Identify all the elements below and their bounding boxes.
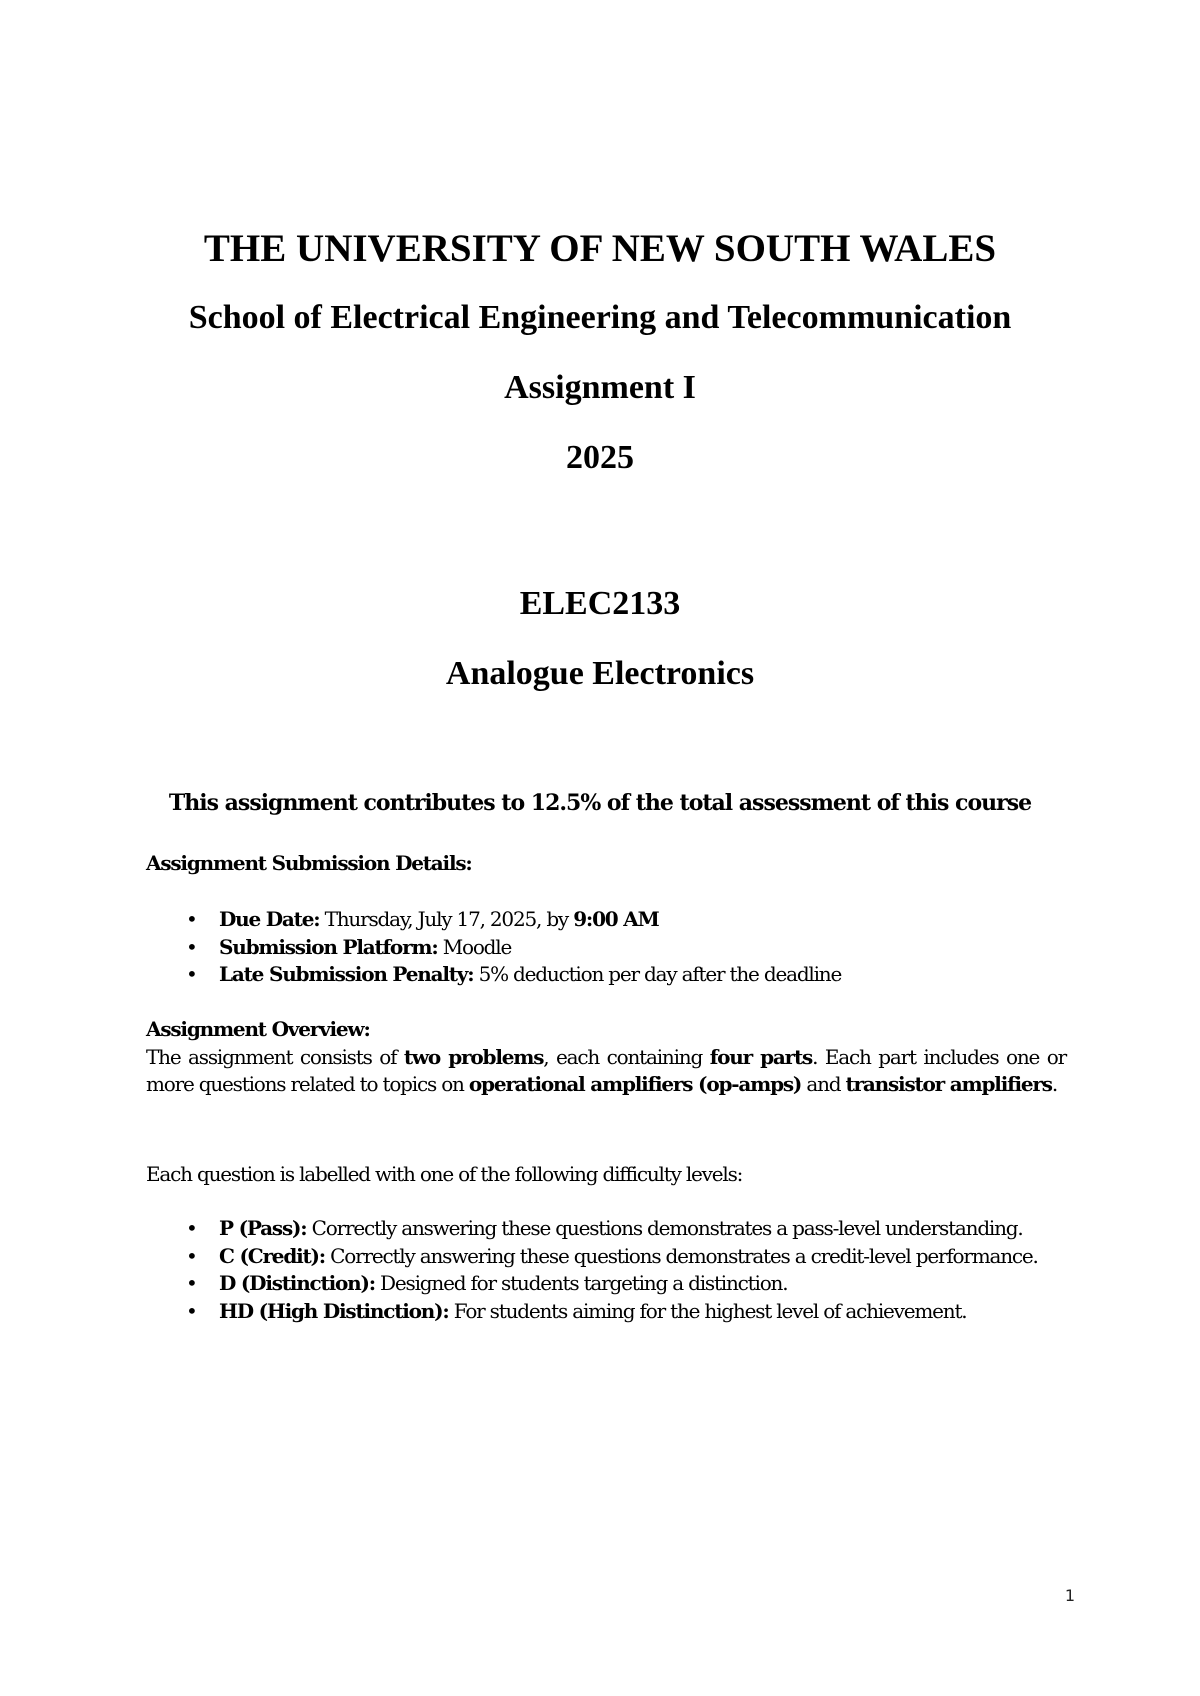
list-item-credit [146,1243,1066,1271]
list-item-distinction [146,1270,1066,1298]
platform-label: Submission Platform: [219,934,438,959]
level-text: Correctly answering these questions demonstrates a pass-level understanding. [306,1216,1023,1240]
overview-section [146,1016,1066,1099]
late-penalty-text: 5% deduction per day after the deadline [473,962,842,986]
assignment-title: Assignment I [504,369,696,406]
level-label: P (Pass): [219,1216,307,1240]
platform-text: Moodle [437,934,512,959]
submission-heading: Assignment Submission Details: [146,851,472,875]
due-date-text: Thursday, July 17, 2025, by [319,907,574,931]
overview-text: The assignment consists of [146,1044,404,1069]
bullet-icon: • [186,1271,197,1295]
submission-details-list [146,906,1066,989]
level-label: D (Distinction): [219,1271,375,1295]
list-item-pass [146,1215,1066,1243]
list-item-high-distinction [146,1298,1066,1326]
bullet-icon: • [186,1216,197,1240]
year-title: 2025 [566,439,634,476]
course-code: ELEC2133 [519,585,681,622]
overview-text: . Each part includes one or more questions related to topics on [146,1044,1066,1096]
overview-text: . [1051,1072,1057,1096]
due-time: 9:00 AM [573,907,659,931]
level-label: HD (High Distinction): [219,1298,449,1323]
overview-text: and [801,1072,846,1096]
overview-text: , each containing [543,1044,710,1069]
bullet-icon: • [186,1298,197,1323]
overview-emphasis: operational amplifiers (op-amps) [468,1072,802,1096]
list-item-platform [146,934,1066,962]
list-item-late-penalty [146,961,1066,989]
overview-paragraph [146,1044,1066,1099]
level-text: Designed for students targeting a distinction. [374,1271,788,1295]
overview-emphasis: two problems [403,1044,544,1069]
late-penalty-label: Late Submission Penalty: [219,962,474,986]
contribution-statement: This assignment contributes to 12.5% of the total assessment of this course [168,790,1032,816]
levels-intro: Each question is labelled with one of the following difficulty levels: [146,1162,743,1186]
overview-emphasis: transistor amplifiers [845,1072,1052,1096]
level-text: For students aiming for the highest level of achievement. [448,1298,967,1323]
due-date-label: Due Date: [219,907,320,931]
bullet-icon: • [186,907,197,931]
bullet-icon: • [186,1243,197,1268]
school-title: School of Electrical Engineering and Telecommunication [188,299,1012,336]
university-title: THE UNIVERSITY OF NEW SOUTH WALES [203,227,997,270]
overview-heading: Assignment Overview: [146,1017,370,1041]
level-text: Correctly answering these questions demonstrates a credit-level performance. [325,1243,1038,1268]
bullet-icon: • [186,962,197,986]
overview-emphasis: four parts [709,1044,813,1069]
level-label: C (Credit): [219,1243,325,1268]
list-item-due-date [146,906,1066,934]
difficulty-levels-list [146,1215,1066,1325]
page-number: 1 [1064,1586,1075,1605]
bullet-icon: • [186,934,197,959]
course-name: Analogue Electronics [445,655,755,692]
